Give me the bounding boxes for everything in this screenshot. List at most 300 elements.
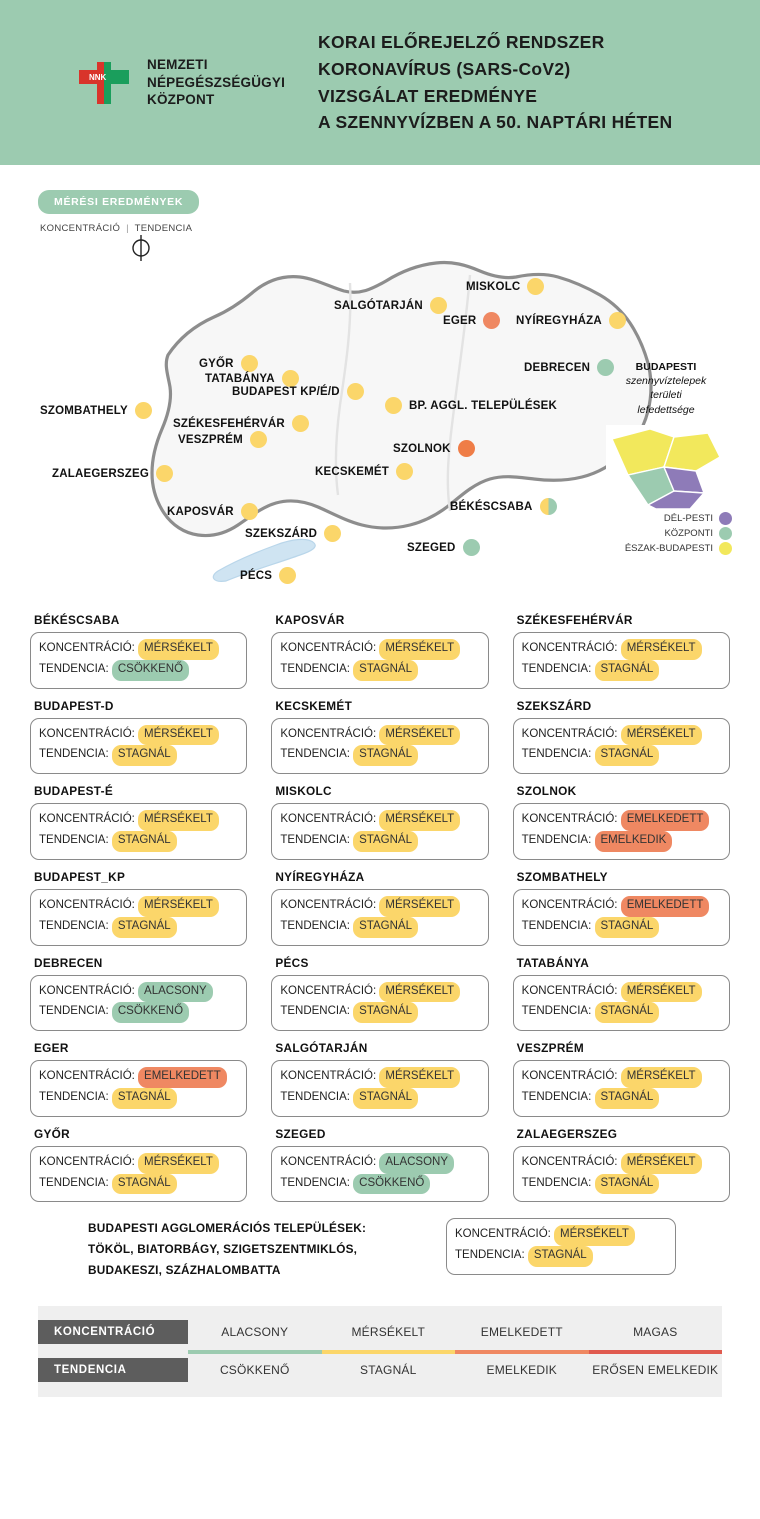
tendency-value: STAGNÁL <box>112 831 177 852</box>
map-city-marker <box>450 498 557 515</box>
tendency-row <box>522 660 721 681</box>
map-city-status-dot <box>609 312 626 329</box>
map-city-label: SALGÓTARJÁN <box>334 299 423 312</box>
map-city-status-dot <box>385 397 402 414</box>
concentration-value: ALACSONY <box>379 1153 454 1174</box>
city-result-card <box>271 870 488 946</box>
inset-legend-label: ÉSZAK-BUDAPESTI <box>624 543 713 554</box>
map-city-marker <box>52 465 173 482</box>
tendency-value: STAGNÁL <box>595 1174 660 1195</box>
tendency-value: STAGNÁL <box>353 745 418 766</box>
card-box <box>30 803 247 860</box>
city-result-card <box>271 784 488 860</box>
map-city-marker <box>315 463 413 480</box>
concentration-value: MÉRSÉKELT <box>554 1225 635 1246</box>
tendency-row <box>39 1174 238 1195</box>
nnk-logo-icon <box>73 52 135 114</box>
tendency-label: TENDENCIA: <box>521 662 595 675</box>
aggl-line-3: BUDAKESZI, SZÁZHALOMBATTA <box>88 1262 281 1277</box>
legend-separator: | <box>126 223 129 234</box>
tendency-row <box>522 831 721 852</box>
concentration-value: MÉRSÉKELT <box>621 982 702 1003</box>
inset-legend-item <box>592 542 732 555</box>
map-city-status-dot <box>527 278 544 295</box>
tendency-row <box>280 745 479 766</box>
concentration-value: MÉRSÉKELT <box>621 1067 702 1088</box>
concentration-row <box>522 896 721 917</box>
card-box <box>513 889 730 946</box>
tendency-value: STAGNÁL <box>595 1088 660 1109</box>
page-header <box>0 0 760 165</box>
city-result-card <box>513 956 730 1032</box>
scale-cell: STAGNÁL <box>359 1362 417 1377</box>
concentration-row <box>522 810 721 831</box>
tendency-value: STAGNÁL <box>353 917 418 938</box>
tendency-row <box>522 1174 721 1195</box>
concentration-label: KONCENTRÁCIÓ: <box>280 984 380 997</box>
card-box <box>513 975 730 1032</box>
scale-cell: MAGAS <box>633 1324 678 1339</box>
tendency-label: TENDENCIA: <box>280 662 354 675</box>
city-card-title: GYŐR <box>34 1126 70 1141</box>
map-city-marker <box>245 525 341 542</box>
concentration-label: KONCENTRÁCIÓ: <box>39 642 139 654</box>
inset-legend-label: KÖZPONTI <box>664 528 713 539</box>
map-city-label: KECSKEMÉT <box>315 465 390 478</box>
concentration-label: KONCENTRÁCIÓ: <box>521 1155 621 1168</box>
tendency-label: TENDENCIA: <box>39 748 112 761</box>
concentration-row <box>39 1153 238 1174</box>
tendency-row <box>522 1088 721 1109</box>
concentration-label: KONCENTRÁCIÓ: <box>280 1155 380 1168</box>
card-box <box>30 1060 247 1117</box>
city-result-card <box>513 613 730 689</box>
tendency-row <box>39 831 238 852</box>
tendency-label: TENDENCIA: <box>521 1005 595 1018</box>
concentration-label: KONCENTRÁCIÓ: <box>39 984 139 997</box>
tendency-label: TENDENCIA: <box>39 662 112 675</box>
tendency-row <box>39 660 238 681</box>
scale-bar-segment <box>188 1350 322 1354</box>
tendency-row <box>522 1002 721 1023</box>
city-card-title: BÉKÉSCSABA <box>34 613 120 627</box>
map-city-status-dot <box>292 415 309 432</box>
tendency-row <box>280 660 479 681</box>
card-box <box>271 1146 488 1203</box>
scale-gradient-bar <box>188 1350 722 1354</box>
city-result-card <box>271 1127 488 1203</box>
concentration-value: MÉRSÉKELT <box>379 639 460 660</box>
tendency-label: TENDENCIA: <box>521 1090 595 1103</box>
map-city-status-dot <box>483 312 500 329</box>
tendency-value: STAGNÁL <box>353 831 418 852</box>
card-box <box>513 803 730 860</box>
scale-cell: ALACSONY <box>221 1324 289 1339</box>
concentration-row <box>280 639 479 660</box>
map-city-marker <box>167 503 258 520</box>
concentration-row <box>39 982 238 1003</box>
map-section <box>0 165 760 605</box>
tendency-row <box>280 1088 479 1109</box>
tendency-label: TENDENCIA: <box>39 919 112 932</box>
tendency-row <box>522 917 721 938</box>
map-city-label: BP. AGGL. TELEPÜLÉSEK <box>409 399 557 412</box>
tendency-label: TENDENCIA: <box>280 919 354 932</box>
tendency-value: STAGNÁL <box>595 917 660 938</box>
city-result-card <box>513 784 730 860</box>
concentration-value: MÉRSÉKELT <box>138 896 219 917</box>
svg-text:NNK: NNK <box>89 72 107 82</box>
concentration-row <box>280 896 479 917</box>
city-card-title: EGER <box>34 1041 69 1056</box>
scale-cells-concentration <box>188 1325 722 1339</box>
tendency-row <box>280 1174 479 1195</box>
concentration-row <box>522 982 721 1003</box>
aggl-line-2: TÖKÖL, BIATORBÁGY, SZIGETSZENTMIKLÓS, <box>88 1242 358 1257</box>
map-city-label: SZEGED <box>407 541 456 554</box>
map-city-label: PÉCS <box>240 569 273 582</box>
card-box <box>271 975 488 1032</box>
concentration-label: KONCENTRÁCIÓ: <box>521 1070 621 1083</box>
concentration-label: KONCENTRÁCIÓ: <box>280 642 380 654</box>
inset-legend-swatch <box>719 542 732 555</box>
map-city-label: DEBRECEN <box>524 361 591 374</box>
map-city-status-dot <box>135 402 152 419</box>
city-card-title: SZÉKESFEHÉRVÁR <box>516 613 633 627</box>
tendency-label: TENDENCIA: <box>39 1005 112 1018</box>
tendency-label: TENDENCIA: <box>280 1176 354 1189</box>
budapest-inset-map <box>604 423 728 511</box>
concentration-row <box>280 810 479 831</box>
concentration-label: KONCENTRÁCIÓ: <box>39 813 139 826</box>
map-city-status-dot <box>324 525 341 542</box>
concentration-value: MÉRSÉKELT <box>138 810 219 831</box>
tendency-value: STAGNÁL <box>595 1002 660 1023</box>
results-badge: MÉRÉSI EREDMÉNYEK <box>38 190 199 214</box>
card-box <box>513 632 730 689</box>
city-card-title: BUDAPEST_KP <box>34 869 126 884</box>
tendency-label: TENDENCIA: <box>521 919 595 932</box>
concentration-row <box>39 1067 238 1088</box>
map-city-marker <box>443 312 500 329</box>
map-city-status-dot <box>458 440 475 457</box>
map-city-label: ZALAEGERSZEG <box>52 467 149 480</box>
concentration-row <box>39 725 238 746</box>
map-city-label: BUDAPEST KP/É/D <box>232 385 340 398</box>
map-city-marker <box>407 539 480 556</box>
inset-legend-item <box>592 512 732 525</box>
map-city-label: SZOLNOK <box>393 442 451 455</box>
logo-block <box>28 52 318 114</box>
concentration-value: MÉRSÉKELT <box>621 639 702 660</box>
card-box <box>30 975 247 1032</box>
map-city-marker <box>393 440 475 457</box>
title-line-1: KORAI ELŐREJELZŐ RENDSZER <box>318 32 605 53</box>
city-card-title: PÉCS <box>275 955 309 970</box>
map-city-status-dot <box>241 503 258 520</box>
tendency-value: STAGNÁL <box>353 660 418 681</box>
tendency-label: TENDENCIA: <box>280 1005 354 1018</box>
map-city-label: NYÍREGYHÁZA <box>516 314 602 327</box>
tendency-value: STAGNÁL <box>353 1002 418 1023</box>
tendency-row <box>39 917 238 938</box>
concentration-row <box>522 639 721 660</box>
tendency-value: CSÖKKENŐ <box>112 660 189 681</box>
tendency-value: STAGNÁL <box>112 1174 177 1195</box>
inset-legend-swatch <box>719 512 732 525</box>
city-result-card <box>513 1041 730 1117</box>
city-result-card <box>30 1041 247 1117</box>
concentration-label: KONCENTRÁCIÓ: <box>280 727 380 740</box>
tendency-value: CSÖKKENŐ <box>112 1002 189 1023</box>
city-card-title: SZOMBATHELY <box>516 869 608 884</box>
map-city-marker <box>516 312 626 329</box>
tendency-value: STAGNÁL <box>595 660 660 681</box>
concentration-label: KONCENTRÁCIÓ: <box>521 984 621 997</box>
tendency-label: TENDENCIA: <box>280 1090 354 1103</box>
scale-label-tendency: TENDENCIA <box>38 1358 188 1382</box>
map-city-label: KAPOSVÁR <box>167 505 234 518</box>
concentration-row <box>522 1067 721 1088</box>
city-card-title: KECSKEMÉT <box>275 698 353 713</box>
scale-cell: CSÖKKENŐ <box>219 1362 290 1377</box>
concentration-value: MÉRSÉKELT <box>379 982 460 1003</box>
concentration-label: KONCENTRÁCIÓ: <box>280 898 380 911</box>
concentration-label: KONCENTRÁCIÓ: <box>280 1070 380 1083</box>
concentration-value: MÉRSÉKELT <box>379 1067 460 1088</box>
map-city-marker <box>385 397 557 414</box>
tendency-label: TENDENCIA: <box>521 834 595 847</box>
map-city-marker <box>524 359 614 376</box>
concentration-row <box>280 1153 479 1174</box>
tendency-value: STAGNÁL <box>528 1246 593 1267</box>
scale-row-concentration <box>38 1316 722 1347</box>
inset-title-line1: BUDAPESTI <box>635 361 697 373</box>
concentration-row <box>39 810 238 831</box>
card-box <box>513 1146 730 1203</box>
agglomeration-result-card <box>446 1218 676 1275</box>
card-box <box>271 632 488 689</box>
concentration-row <box>280 982 479 1003</box>
map-city-status-dot <box>463 539 480 556</box>
concentration-row <box>280 725 479 746</box>
map-city-label: MISKOLC <box>466 280 521 293</box>
scale-cell: EMELKEDIK <box>486 1362 557 1377</box>
scale-bar-segment <box>589 1350 723 1354</box>
title-line-3: VIZSGÁLAT EREDMÉNYE <box>318 85 538 106</box>
city-result-card <box>30 784 247 860</box>
city-result-card <box>513 1127 730 1203</box>
concentration-value: EMELKEDETT <box>621 896 710 917</box>
map-city-label: TATABÁNYA <box>205 372 275 385</box>
map-city-marker <box>334 297 447 314</box>
city-result-card <box>513 870 730 946</box>
map-city-marker <box>232 383 364 400</box>
city-card-title: SZOLNOK <box>516 784 577 799</box>
city-card-title: TATABÁNYA <box>516 955 590 970</box>
concentration-row <box>522 1153 721 1174</box>
legend-tendency-label: TENDENCIA <box>134 223 193 234</box>
concentration-row <box>455 1225 667 1246</box>
tendency-row <box>39 745 238 766</box>
tendency-row <box>280 1002 479 1023</box>
city-result-card <box>271 699 488 775</box>
card-box <box>271 889 488 946</box>
map-city-status-dot <box>347 383 364 400</box>
concentration-label: KONCENTRÁCIÓ: <box>39 1070 139 1083</box>
concentration-label: KONCENTRÁCIÓ: <box>521 727 621 740</box>
concentration-row <box>280 1067 479 1088</box>
map-city-marker <box>178 431 267 448</box>
city-result-card <box>271 956 488 1032</box>
tendency-value: STAGNÁL <box>595 745 660 766</box>
tendency-row <box>39 1002 238 1023</box>
concentration-value: MÉRSÉKELT <box>621 1153 702 1174</box>
inset-title-line3: területi <box>650 389 682 402</box>
card-box <box>446 1218 676 1275</box>
concentration-value: MÉRSÉKELT <box>379 725 460 746</box>
concentration-value: MÉRSÉKELT <box>379 896 460 917</box>
city-results-grid <box>0 605 760 1212</box>
card-box <box>30 718 247 775</box>
tendency-row <box>280 917 479 938</box>
concentration-label: KONCENTRÁCIÓ: <box>455 1228 551 1241</box>
agglomeration-text <box>88 1218 428 1280</box>
tendency-label: TENDENCIA: <box>280 834 354 847</box>
card-box <box>271 1060 488 1117</box>
map-city-marker <box>466 278 544 295</box>
city-card-title: NYÍREGYHÁZA <box>275 869 365 884</box>
map-city-marker <box>40 402 152 419</box>
city-result-card <box>271 1041 488 1117</box>
tendency-row <box>280 831 479 852</box>
tendency-label: TENDENCIA: <box>455 1249 525 1262</box>
inset-title-line4: lefedettsége <box>637 403 695 416</box>
tendency-row <box>455 1246 667 1267</box>
concentration-value: MÉRSÉKELT <box>379 810 460 831</box>
concentration-label: KONCENTRÁCIÓ: <box>521 898 621 911</box>
budapest-inset-title <box>602 360 730 417</box>
concentration-label: KONCENTRÁCIÓ: <box>521 813 621 826</box>
legend-concentration-label: KONCENTRÁCIÓ <box>40 223 121 234</box>
card-box <box>271 803 488 860</box>
city-result-card <box>271 613 488 689</box>
city-result-card <box>513 699 730 775</box>
tendency-value: STAGNÁL <box>112 745 177 766</box>
city-card-title: KAPOSVÁR <box>275 613 345 627</box>
map-city-status-dot <box>396 463 413 480</box>
map-city-status-dot <box>156 465 173 482</box>
map-city-label: VESZPRÉM <box>178 433 243 446</box>
tendency-label: TENDENCIA: <box>280 748 354 761</box>
city-card-title: SZEGED <box>275 1126 326 1141</box>
inset-title-line2: szennyvíztelepek <box>625 375 707 388</box>
agglomeration-block <box>30 1218 730 1280</box>
city-card-title: DEBRECEN <box>34 955 103 970</box>
map-city-label: SZÉKESFEHÉRVÁR <box>173 417 285 430</box>
scale-cell: MÉRSÉKELT <box>351 1324 426 1339</box>
tendency-value: STAGNÁL <box>112 1088 177 1109</box>
card-box <box>30 889 247 946</box>
concentration-label: KONCENTRÁCIÓ: <box>280 813 380 826</box>
card-box <box>30 632 247 689</box>
concentration-value: EMELKEDETT <box>621 810 710 831</box>
inset-legend-item <box>592 527 732 540</box>
map-city-status-dot <box>279 567 296 584</box>
title-line-2: KORONAVÍRUS (SARS-CoV2) <box>318 58 571 79</box>
concentration-row <box>39 639 238 660</box>
concentration-value: MÉRSÉKELT <box>621 725 702 746</box>
tendency-label: TENDENCIA: <box>521 748 595 761</box>
map-city-label: EGER <box>443 314 477 327</box>
inset-legend-label: DÉL-PESTI <box>663 513 713 524</box>
scale-row-tendency <box>38 1354 722 1385</box>
map-city-label: SZEKSZÁRD <box>245 527 318 540</box>
tendency-label: TENDENCIA: <box>39 834 112 847</box>
concentration-row <box>39 896 238 917</box>
scale-cells-tendency <box>188 1363 722 1377</box>
tendency-row <box>39 1088 238 1109</box>
city-card-title: BUDAPEST-É <box>34 784 114 799</box>
concentration-value: MÉRSÉKELT <box>138 725 219 746</box>
card-box <box>30 1146 247 1203</box>
scale-cell: EMELKEDETT <box>480 1324 563 1339</box>
budapest-inset-legend <box>592 512 732 557</box>
map-city-status-dot <box>540 498 557 515</box>
concentration-value: MÉRSÉKELT <box>138 1153 219 1174</box>
concentration-label: KONCENTRÁCIÓ: <box>521 642 621 654</box>
logo-wordmark: NEMZETI NÉPEGÉSZSÉGÜGYI KÖZPONT <box>147 56 286 108</box>
aggl-line-1: BUDAPESTI AGGLOMERÁCIÓS TELEPÜLÉSEK: <box>88 1221 367 1236</box>
inset-legend-swatch <box>719 527 732 540</box>
card-box <box>513 1060 730 1117</box>
map-city-label: SZOMBATHELY <box>40 404 128 417</box>
map-city-label: BÉKÉSCSABA <box>450 500 533 513</box>
tendency-row <box>522 745 721 766</box>
concentration-value: MÉRSÉKELT <box>138 639 219 660</box>
city-card-title: BUDAPEST-D <box>34 698 114 713</box>
card-box <box>513 718 730 775</box>
tendency-value: STAGNÁL <box>353 1088 418 1109</box>
city-card-title: SZEKSZÁRD <box>516 698 592 713</box>
page-title <box>318 29 672 135</box>
map-city-marker <box>173 415 309 432</box>
concentration-label: KONCENTRÁCIÓ: <box>39 1155 139 1168</box>
card-box <box>271 718 488 775</box>
scale-cell: ERŐSEN EMELKEDIK <box>592 1362 719 1377</box>
tendency-value: STAGNÁL <box>112 917 177 938</box>
legend-scale <box>38 1306 722 1397</box>
tendency-value: CSÖKKENŐ <box>353 1174 430 1195</box>
city-result-card <box>30 870 247 946</box>
concentration-row <box>522 725 721 746</box>
concentration-label: KONCENTRÁCIÓ: <box>39 898 139 911</box>
tendency-label: TENDENCIA: <box>39 1176 112 1189</box>
map-city-status-dot <box>597 359 614 376</box>
city-card-title: ZALAEGERSZEG <box>516 1126 618 1141</box>
city-result-card <box>30 699 247 775</box>
scale-bar-segment <box>322 1350 456 1354</box>
city-card-title: MISKOLC <box>275 784 332 799</box>
scale-label-concentration: KONCENTRÁCIÓ <box>38 1320 188 1344</box>
city-result-card <box>30 1127 247 1203</box>
title-line-4: A SZENNYVÍZBEN A 50. NAPTÁRI HÉTEN <box>318 112 673 133</box>
tendency-value: EMELKEDIK <box>595 831 673 852</box>
city-card-title: SALGÓTARJÁN <box>275 1041 368 1056</box>
map-city-marker <box>240 567 296 584</box>
tendency-label: TENDENCIA: <box>521 1176 595 1189</box>
map-city-status-dot <box>250 431 267 448</box>
